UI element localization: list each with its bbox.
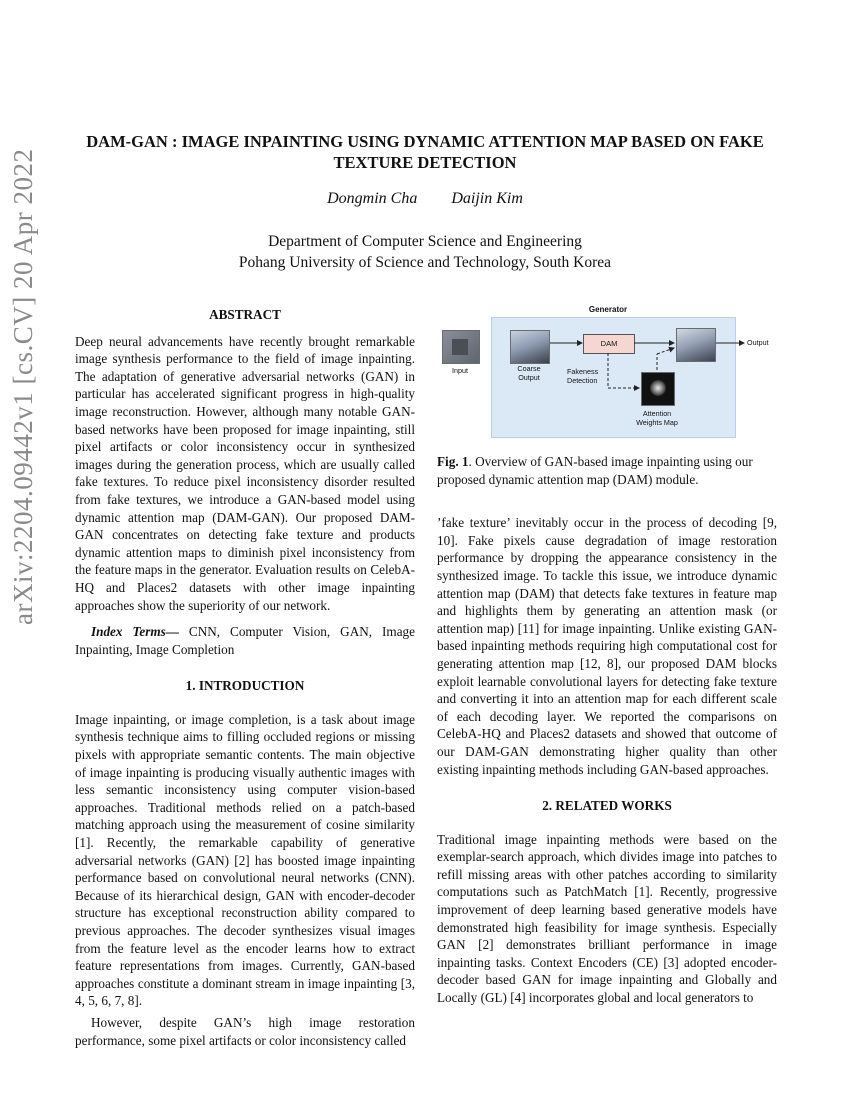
author-name: Dongmin Cha: [327, 190, 418, 207]
figure-title: Generator: [588, 305, 628, 314]
abstract-text: Deep neural advancements have recently brought remarkable image synthesis performance to the field of image inpainting. The adaptation of generative adversarial networks (GAN) in particular has accelerated significant progress in high-quality image reconstruction. However, although many notable GAN-based networks have been proposed for image inpainting, still pixel artifacts or color inconsistency occur in synthesized images during the generation process, which are usually called fake textures. To reduce pixel inconsistency disorder resulted from fake textures, we introduce a GAN-based model using dynamic attention map (DAM-GAN). Our proposed DAM-GAN concentrates on detecting fake texture and products dynamic attention maps to diminish pixel inconsistency from the feature maps in the generator. Evaluation results on CelebA-HQ and Places2 datasets with other image inpainting approaches show the superiority of our network.: [75, 333, 415, 613]
author-list: [0, 190, 850, 208]
arrow-attention-to-output: [657, 348, 674, 354]
fakeness-detection-label: Fakeness Detection: [567, 367, 599, 385]
related-works-paragraph: Traditional image inpainting methods were based on the exemplar-search approach, which divides image into patches to refill missing areas with other patches according to similarity computations such as PatchMatch [1]. Recently, progressive improvement of deep learning based generative models have demonstrated high feasibility for image synthesis. Especially GAN [2] demonstrates brilliant performance in image inpainting tasks. Context Encoders (CE) [3] adopted encoder-decoder based GAN for image inpainting and Globally and Locally (GL) [4] incorporates global and local generators to: [437, 831, 777, 1006]
index-terms: [75, 623, 415, 658]
dam-module: DAM: [583, 334, 635, 354]
left-column: [75, 306, 415, 1049]
affiliation-line: Department of Computer Science and Engineering: [268, 233, 582, 250]
related-works-heading: 2. RELATED WORKS: [542, 798, 672, 814]
abstract-heading: ABSTRACT: [209, 307, 281, 322]
introduction-heading: 1. INTRODUCTION: [185, 678, 305, 694]
intro-paragraph: Image inpainting, or image completion, is a task about image synthesis technique aims to filling occluded regions or missing pixels with appropriate semantic contents. The main objective of image inpainting is producing visually authentic images with less semantic inconsistency using computer vision-based approaches. Traditional methods relied on a patch-based matching approach using the measurement of cosine similarity [1]. Recently, the remarkable capability of generative adversarial networks (GAN) [2] has boosted image inpainting performance based on convolutional neural networks (CNN). Because of its hierarchical design, GAN with encoder-decoder structure has exceptional reconstruction ability compared to previous approaches. The decoder synthesizes visual images from the feature level as the encoder learns how to extract feature representations from images. Currently, GAN-based approaches constitute a dominant stream in image inpainting [3, 4, 5, 6, 7, 8].: [75, 711, 415, 1009]
input-label: Input: [452, 366, 468, 375]
intro-paragraph: ’fake texture’ inevitably occur in the process of decoding [9, 10]. Fake pixels cause degradation of image restoration performance by dropping the appearance consistency in the synthesized image. To tackle this issue, we introduce dynamic attention map (DAM) that detects fake textures in feature map and highlights them by generating an attention mask (or attention map) [11] for image inpainting. Unlike existing GAN-based inpainting methods requiring high computational cost for generating attention map [12, 8], our proposed DAM blocks exploit learnable convolutional layers for detecting fake texture and converting it into an attention map for each different scale of each decoding layer. We reported the comparisons on CelebA-HQ and Places2 datasets and showed that outcome of our DAM-GAN demonstrating higher quality than other existing inpainting methods including GAN-based approaches.: [437, 515, 777, 777]
figure-arrows: [437, 306, 777, 444]
author-name: Daijin Kim: [451, 190, 523, 207]
index-terms-label: Index Terms—: [91, 624, 179, 640]
figure-caption-text: . Overview of GAN-based image inpainting using our proposed dynamic attention map (DAM) module.: [437, 454, 753, 487]
intro-paragraph: However, despite GAN’s high image restoration performance, some pixel artifacts or color inconsistency called: [75, 1014, 415, 1048]
affiliation-line: Pohang University of Science and Technology, South Korea: [238, 254, 612, 271]
figure-1: [437, 306, 777, 444]
coarse-output-label: Coarse Output: [517, 364, 541, 382]
right-column: [437, 306, 777, 1007]
attention-weights-label: Attention Weights Map: [636, 409, 678, 427]
figure-caption: [437, 453, 777, 488]
paper-title: DAM-GAN : IMAGE INPAINTING USING DYNAMIC ATTENTION MAP BASED ON FAKE TEXTURE DETECTION: [86, 132, 764, 172]
output-label: Output: [747, 338, 769, 347]
index-terms-text: CNN, Computer Vision, GAN, Image Inpainting, Image Completion: [75, 624, 415, 657]
arxiv-identifier: arXiv:2204.09442v1 [cs.CV] 20 Apr 2022: [8, 148, 38, 625]
figure-caption-label: Fig. 1: [437, 454, 469, 469]
affiliation: [0, 231, 850, 273]
